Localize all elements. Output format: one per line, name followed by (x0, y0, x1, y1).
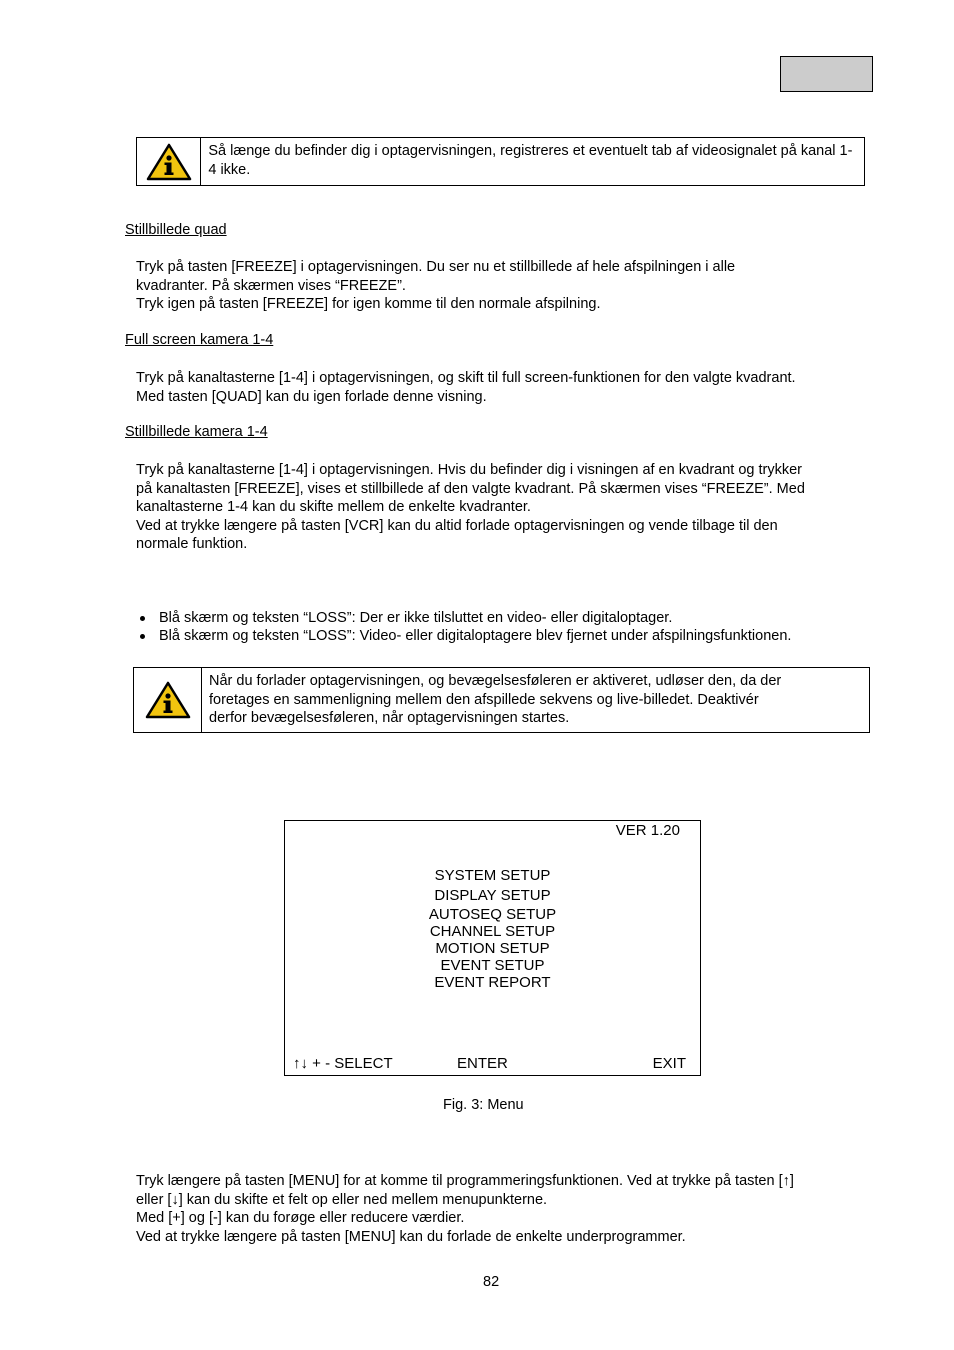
text-line: normale funktion. (136, 536, 248, 552)
text-line: Tryk på kanaltasterne [1-4] i optagervisningen. Hvis du befinder dig i visningen af en kvadrant og trykker (136, 462, 803, 478)
text-line: foretages en sammenligning mellem den afspillede sekvens og live-billedet. Deaktivér (209, 691, 759, 708)
list-item: Blå skærm og teksten “LOSS”: Video- eller digitaloptagere blev fjernet under afspilningsfunktionen. (136, 627, 791, 645)
section-1-paragraph (136, 258, 735, 314)
menu-screen-figure (284, 820, 701, 1076)
notice-2-text (202, 668, 788, 732)
text-line: Ved at trykke længere på tasten [MENU] kan du forlade de enkelte underprogrammer. (136, 1228, 686, 1245)
text-line: på kanaltasten [FREEZE], vises et stillbillede af den valgte kvadrant. På skærmen vises “FREEZE”. Med (136, 480, 805, 497)
text-line: Med tasten [QUAD] kan du igen forlade denne visning. (136, 388, 487, 405)
text-line: Når du forlader optagervisningen, og bevægelsesføleren er aktiveret, udløser den, da der (209, 673, 782, 689)
info-warning-icon (146, 143, 192, 181)
text-line: Ved at trykke længere på tasten [VCR] kan du altid forlade optagervisningen og vende tilbage til den (136, 517, 778, 534)
menu-item-motion-setup: MOTION SETUP (435, 940, 550, 957)
bullet-list (136, 609, 791, 645)
enter-hint: ENTER (457, 1055, 508, 1072)
menu-item-channel-setup: CHANNEL SETUP (429, 923, 556, 940)
notice-1-text: Så længe du befinder dig i optagervisningen, registreres et eventuelt tab af videosignalet på kanal 1-4 ikke. (208, 143, 853, 178)
menu-item-event-setup: EVENT SETUP (440, 957, 545, 974)
section-heading-stillbillede-kamera: Stillbillede kamera 1-4 (125, 424, 268, 440)
text-line: Tryk på kanaltasterne [1-4] i optagervisningen, og skift til full screen-funktionen for den valgte kvadrant. (136, 370, 796, 386)
menu-item-event-report: EVENT REPORT (434, 974, 551, 991)
section-heading-full-screen: Full screen kamera 1-4 (125, 332, 274, 348)
menu-item-autoseq-setup: AUTOSEQ SETUP (428, 906, 557, 923)
menu-footer (285, 1055, 700, 1075)
text-line: kanaltasterne 1-4 kan du skifte mellem de enkelte kvadranter. (136, 499, 531, 515)
text-line: derfor bevægelsesføleren, når optagervisningen startes. (209, 710, 570, 726)
menu-item-display-setup: DISPLAY SETUP (434, 887, 551, 904)
section-heading-stillbillede-quad: Stillbillede quad (125, 222, 227, 238)
notice-box-1 (136, 137, 865, 186)
page-number: 82 (483, 1274, 500, 1290)
section-2-paragraph (136, 369, 796, 406)
final-paragraph (136, 1172, 794, 1246)
text-line: Tryk længere på tasten [MENU] for at komme til programmeringsfunktionen. Ved at trykke på tasten [↑] (136, 1173, 794, 1189)
exit-hint: EXIT (652, 1055, 686, 1072)
text-line: eller [↓] kan du skifte et felt op eller ned mellem menupunkterne. (136, 1191, 548, 1208)
language-tab (780, 56, 873, 92)
list-item: Blå skærm og teksten “LOSS”: Der er ikke tilsluttet en video- eller digitaloptager. (136, 609, 791, 627)
text-line: Med [+] og [-] kan du forøge eller reducere værdier. (136, 1210, 465, 1226)
text-line: kvadranter. På skærmen vises “FREEZE”. (136, 277, 406, 294)
info-warning-icon-cell (134, 668, 202, 732)
version-label: VER 1.20 (615, 822, 680, 839)
text-line: Tryk igen på tasten [FREEZE] for igen komme til den normale afspilning. (136, 296, 601, 312)
menu-items (285, 867, 700, 991)
info-warning-icon-cell (137, 138, 201, 185)
section-3-paragraph (136, 461, 805, 554)
notice-box-2 (133, 667, 870, 733)
text-line: Tryk på tasten [FREEZE] i optagervisningen. Du ser nu et stillbillede af hele afspilningen i alle (136, 259, 736, 275)
info-warning-icon (145, 681, 191, 719)
select-hint: ↑↓ + - SELECT (293, 1055, 393, 1072)
menu-item-system-setup: SYSTEM SETUP (434, 867, 551, 884)
figure-caption: Fig. 3: Menu (443, 1097, 524, 1113)
